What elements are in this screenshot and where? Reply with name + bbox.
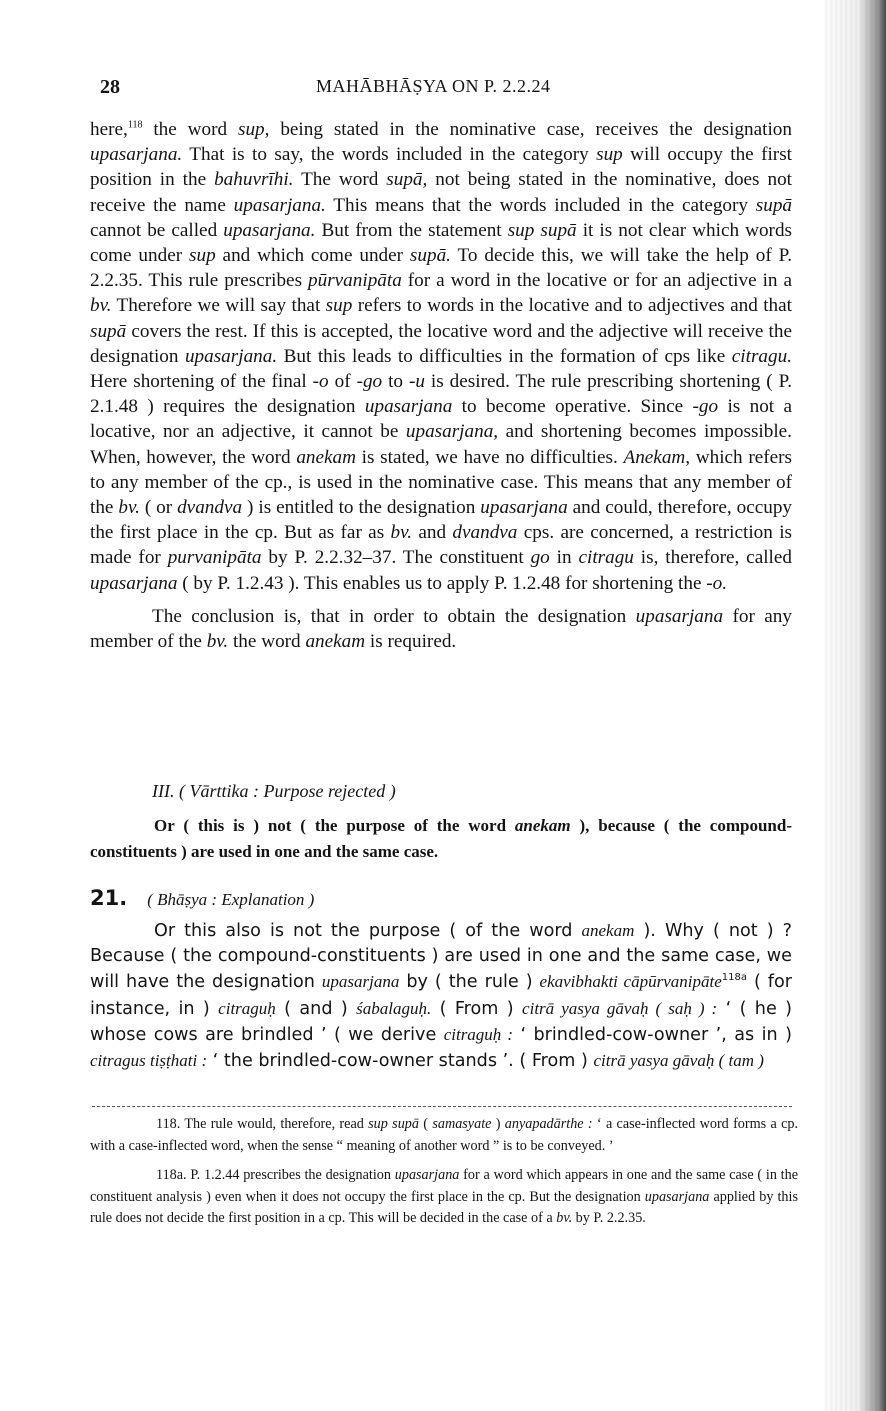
italic-term: bv. bbox=[556, 1210, 573, 1226]
italic-term: citrā yasya gāvaḥ ( saḥ ) : bbox=[522, 998, 718, 1018]
text-run: by ( the rule ) bbox=[399, 972, 540, 993]
italic-term: go bbox=[530, 547, 550, 569]
text-run: ‘ a case-inflected word forms a cp. with a case-inflected word, when the sense “ meaning of another word ” is to be conveyed. ’ bbox=[90, 1116, 799, 1154]
text-run: ( by P. 1.2.43 ). This enables us to apply P. 1.2.48 for shortening the bbox=[177, 572, 707, 594]
text-run: The word bbox=[293, 169, 387, 191]
text-run: for a word which appears in one and the same case ( in the constituent analysis ) even when it does not occupy the first place in the cp. But the designation bbox=[90, 1167, 798, 1205]
italic-term: citragu. bbox=[731, 345, 792, 367]
text-run: by P. 2.2.35. bbox=[572, 1210, 646, 1226]
paragraph-conclusion bbox=[90, 604, 792, 654]
text-run: 118a. P. 1.2.44 prescribes the designation bbox=[156, 1167, 395, 1183]
text-run: which refers to any member of the cp., is used in the nominative case. This means that any member of the bbox=[90, 446, 793, 519]
page-number: 28 bbox=[100, 76, 120, 98]
italic-term: sup bbox=[325, 295, 353, 317]
italic-term: anekam bbox=[514, 816, 571, 835]
paragraph bbox=[90, 117, 792, 596]
italic-term: supā, bbox=[386, 169, 428, 191]
varttika-text bbox=[90, 813, 792, 865]
text-run: cannot be called bbox=[90, 219, 224, 241]
italic-term: bahuvrīhi. bbox=[214, 169, 294, 191]
text-run: covers the rest. If this is accepted, the locative word and the adjective will receive the designation bbox=[90, 320, 792, 367]
running-title: MAHĀBHĀṢYA ON P. 2.2.24 bbox=[316, 76, 551, 96]
text-run: for a word in the locative or for an adjective in a bbox=[401, 270, 792, 292]
italic-term: supā bbox=[90, 320, 127, 342]
text-run: to become operative. Since bbox=[452, 396, 693, 418]
text-run: and shortening becomes impossible. When, however, the word bbox=[90, 421, 792, 468]
text-run: But this leads to difficulties in the formation of cps like bbox=[277, 345, 732, 367]
footnote-118a bbox=[90, 1165, 798, 1230]
italic-term: bv. bbox=[118, 497, 140, 519]
italic-term: citragus tiṣṭhati : bbox=[90, 1051, 208, 1071]
italic-term: supā bbox=[755, 194, 793, 216]
italic-term: sup bbox=[237, 119, 265, 140]
italic-term: sup supā bbox=[368, 1116, 419, 1132]
italic-term: citragu bbox=[578, 547, 634, 569]
italic-term: sup supā bbox=[507, 219, 577, 241]
text-run: by P. 2.2.32–37. The constituent bbox=[261, 547, 531, 569]
italic-term: upasarjana bbox=[90, 572, 178, 594]
body-text-lower bbox=[90, 918, 792, 1074]
text-run: But from the statement bbox=[315, 219, 508, 241]
italic-term: upasarjana. bbox=[223, 219, 316, 241]
section-title: ( Bhāṣya : Explanation ) bbox=[147, 890, 315, 909]
text-run: for any member of the bbox=[90, 605, 792, 653]
text-run: is not a locative, nor an adjective, it cannot be bbox=[90, 396, 792, 443]
italic-term: upasarjana. bbox=[184, 345, 278, 367]
text-run: is desired. The rule prescribing shortening ( P. 2.1.48 ) requires the designation bbox=[90, 371, 792, 418]
italic-term: upasarjana bbox=[364, 396, 453, 418]
text-run: To decide this, we will take the help of P. 2.2.35. This rule prescribes bbox=[90, 245, 792, 292]
italic-term: -o bbox=[312, 371, 329, 393]
text-run: ), because ( the compound-constituents ) are used in one and the same case. bbox=[90, 816, 792, 861]
italic-term: pūrvanipāta bbox=[308, 270, 402, 292]
text-run: Or ( this is ) not ( the purpose of the word bbox=[154, 816, 515, 835]
footnote-ref: 118 bbox=[127, 119, 143, 131]
text-run: the word bbox=[142, 119, 238, 140]
italic-term: supā. bbox=[409, 245, 451, 267]
text-run: ( From ) bbox=[431, 998, 523, 1019]
text-run: ( for instance, in ) bbox=[90, 972, 792, 1019]
text-run: it is not clear which words come under bbox=[90, 219, 793, 267]
text-run: Here shortening of the final bbox=[90, 371, 313, 393]
italic-term: upasarjana bbox=[480, 497, 568, 519]
running-header bbox=[100, 76, 800, 106]
text-run: This means that the words included in the category bbox=[325, 194, 756, 216]
text-run: 118. The rule would, therefore, read bbox=[156, 1116, 369, 1132]
italic-term: upasarjana. bbox=[233, 194, 326, 216]
text-run: ( or bbox=[139, 497, 178, 519]
text-run: and bbox=[412, 522, 453, 544]
text-run: not being stated in the nominative, does not receive the name bbox=[90, 169, 792, 216]
italic-term: upasarjana bbox=[394, 1167, 460, 1183]
italic-term: dvandva bbox=[177, 497, 243, 519]
italic-term: bv. bbox=[206, 631, 229, 653]
text-run: is stated, we have no difficulties. bbox=[355, 446, 624, 468]
italic-term: anekam bbox=[581, 921, 635, 940]
italic-term: -go bbox=[692, 396, 719, 418]
page-edge-shadow bbox=[824, 0, 886, 1411]
italic-term: upasarjana, bbox=[405, 421, 499, 443]
italic-term: anyapadārthe : bbox=[504, 1116, 593, 1132]
italic-term: upasarjana bbox=[635, 605, 724, 627]
text-run: Therefore we will say that bbox=[111, 295, 326, 317]
section-heading bbox=[90, 886, 314, 910]
italic-term: upasarjana bbox=[321, 972, 400, 992]
body-text-upper bbox=[90, 117, 792, 654]
italic-term: -o. bbox=[706, 572, 728, 594]
text-run: refers to words in the locative and to adjectives and that bbox=[352, 295, 792, 317]
varttika-heading: III. ( Vārttika : Purpose rejected ) bbox=[152, 781, 396, 801]
italic-term: dvandva bbox=[452, 522, 518, 544]
text-run: cps. are concerned, a restriction is made for bbox=[90, 522, 792, 569]
italic-term: sup bbox=[596, 144, 623, 166]
text-run: ‘ ( he ) whose cows are brindled ’ ( we derive bbox=[90, 998, 793, 1045]
footnote-rule bbox=[92, 1106, 792, 1107]
text-run: in bbox=[549, 547, 579, 569]
text-run: to bbox=[382, 371, 409, 393]
italic-term: anekam bbox=[305, 631, 366, 653]
italic-term: upasarjana bbox=[644, 1188, 710, 1205]
text-run: is, therefore, called bbox=[633, 547, 792, 569]
text-run: ) is entitled to the designation bbox=[242, 497, 481, 519]
italic-term: -go bbox=[356, 371, 383, 393]
text-run: , being stated in the nominative case, receives the designation bbox=[264, 119, 792, 140]
italic-term: bv. bbox=[90, 295, 112, 317]
italic-term: purvanipāta bbox=[167, 547, 262, 569]
text-run: and which come under bbox=[215, 245, 410, 267]
italic-term: śabalaguḥ. bbox=[356, 998, 432, 1018]
text-run: ). Why ( not ) ? Because ( the compound-constituents ) are used in one and the same case, we will have the designation bbox=[90, 921, 792, 993]
text-run: ) bbox=[491, 1116, 505, 1132]
italic-term: citraguḥ bbox=[218, 998, 276, 1018]
text-run: The conclusion is, that in order to obtain the designation bbox=[152, 605, 636, 627]
text-run: ( and ) bbox=[275, 998, 357, 1019]
text-run: is required. bbox=[365, 631, 457, 653]
italic-term: samasyate bbox=[432, 1116, 492, 1132]
italic-term: citrā yasya gāvaḥ ( tam ) bbox=[593, 1051, 764, 1071]
italic-term: citraguḥ : bbox=[443, 1024, 514, 1044]
section-number: 21. bbox=[90, 886, 128, 910]
text-run: ( bbox=[418, 1116, 433, 1132]
bhasya-paragraph bbox=[90, 918, 792, 1074]
italic-term: Anekam, bbox=[623, 446, 691, 468]
footnote-118 bbox=[90, 1114, 798, 1157]
text-run: here, bbox=[90, 119, 128, 140]
italic-term: upasarjana. bbox=[90, 144, 183, 166]
text-run: and could, therefore, occupy the first place in the cp. But as far as bbox=[90, 497, 793, 544]
text-run: ‘ the brindled-cow-owner stands ’. ( From ) bbox=[207, 1051, 594, 1072]
text-run: applied by this rule does not decide the first position in a cp. This will be decided in the case of a bbox=[90, 1188, 798, 1226]
italic-term: ekavibhakti cāpūrvanipāte bbox=[539, 972, 722, 992]
italic-term: -u bbox=[408, 371, 425, 393]
italic-term: bv. bbox=[390, 522, 412, 544]
text-run: That is to say, the words included in the category bbox=[182, 144, 597, 166]
footnote-ref: 118a bbox=[721, 972, 747, 984]
text-run: ‘ brindled-cow-owner ’, as in ) bbox=[513, 1024, 792, 1045]
text-run: of bbox=[328, 371, 357, 393]
footnotes bbox=[90, 1114, 798, 1238]
text-run: the word bbox=[228, 631, 306, 653]
italic-term: sup bbox=[189, 245, 216, 267]
text-run: will occupy the first position in the bbox=[90, 144, 792, 191]
text-run: Or this also is not the purpose ( of the word bbox=[154, 921, 582, 941]
italic-term: anekam bbox=[296, 446, 356, 468]
